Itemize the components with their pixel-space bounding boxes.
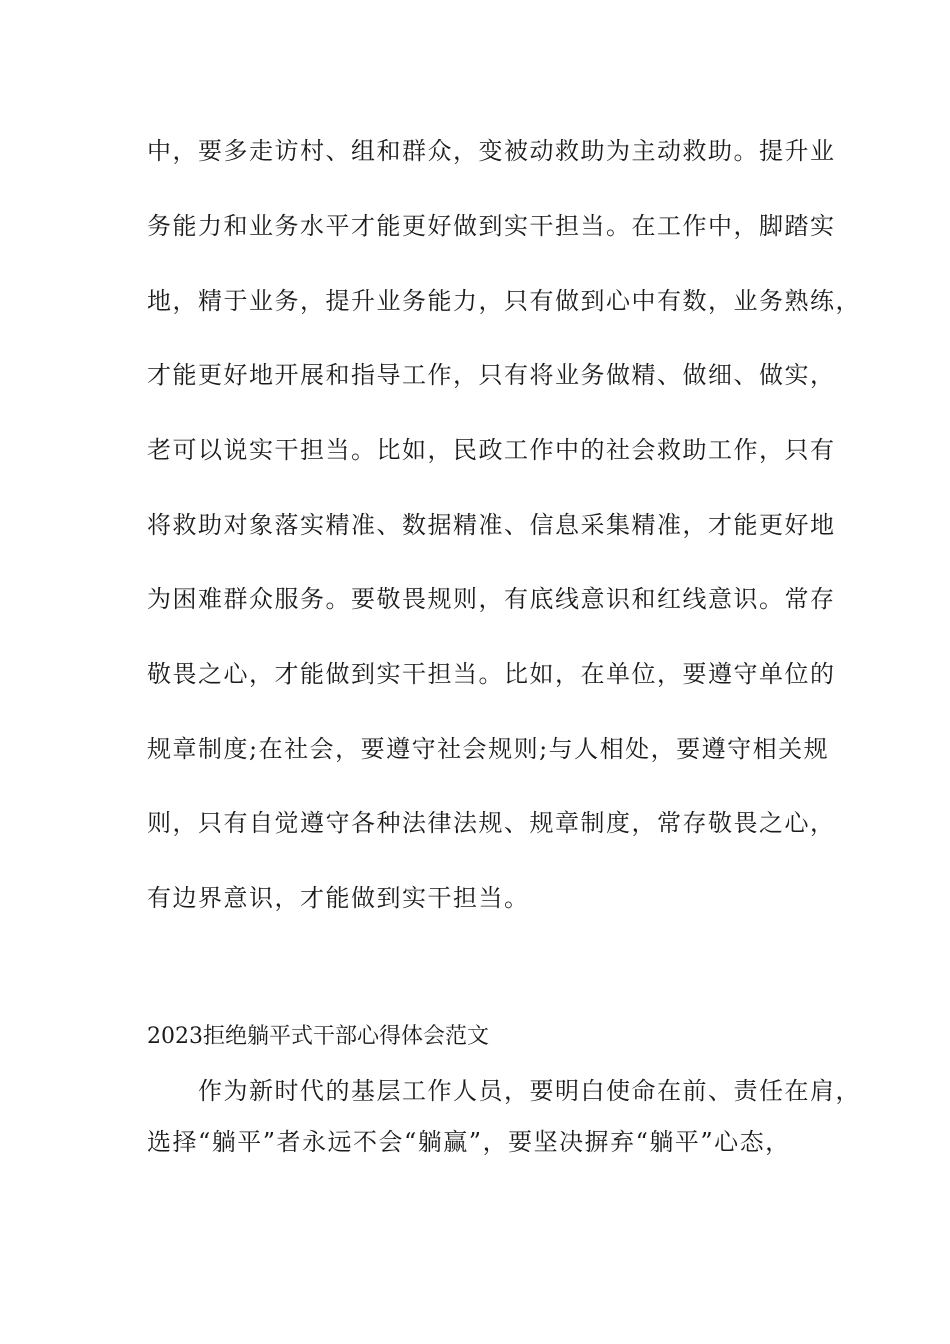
body-text-line: 地，精于业务，提升业务能力，只有做到心中有数，业务熟练， [147,287,861,315]
body-text-line: 将救助对象落实精准、数据精准、信息采集精准，才能更好地 [147,511,836,539]
section-title: 2023拒绝躺平式干部心得体会范文 [147,1024,489,1049]
body-text-line: 中，要多走访村、组和群众，变被动救助为主动救助。提升业 [147,137,836,165]
body-text-line: 有边界意识，才能做到实干担当。 [147,884,530,912]
body-text-line: 才能更好地开展和指导工作，只有将业务做精、做细、做实， [147,361,836,389]
body-text-line: 敬畏之心，才能做到实干担当。比如，在单位，要遵守单位的 [147,660,836,688]
body-text-line: 规章制度;在社会，要遵守社会规则;与人相处，要遵守相关规 [147,735,830,763]
body-text-line: 作为新时代的基层工作人员，要明白使命在前、责任在肩， [147,1077,861,1105]
body-text-line: 则，只有自觉遵守各种法律法规、规章制度，常存敬畏之心， [147,809,836,837]
body-text-line: 老可以说实干担当。比如，民政工作中的社会救助工作，只有 [147,436,836,464]
body-text-line: 为困难群众服务。要敬畏规则，有底线意识和红线意识。常存 [147,585,836,613]
body-text-line: 务能力和业务水平才能更好做到实干担当。在工作中，脚踏实 [147,212,836,240]
body-text-line: 选择“躺平”者永远不会“躺赢”，要坚决摒弃“躺平”心态， [147,1128,791,1156]
